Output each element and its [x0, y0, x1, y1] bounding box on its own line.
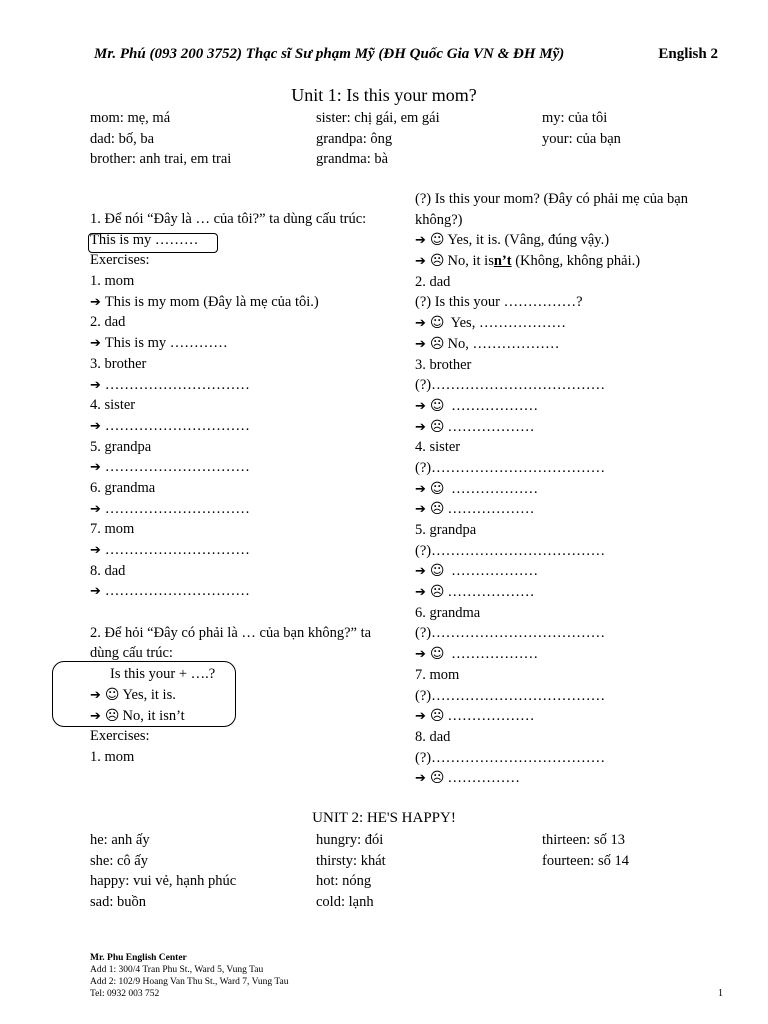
- right-arrow-icon: ➔: [90, 687, 101, 703]
- smiling-face-icon: ☺: [429, 563, 445, 580]
- smiling-face-icon: ☺: [104, 686, 120, 703]
- exercise-no-text: ………………: [447, 418, 535, 435]
- right-arrow-icon: ➔: [415, 564, 426, 580]
- telephone: Tel: 0932 003 752: [90, 989, 160, 999]
- frowning-face-icon: ☹: [429, 418, 445, 435]
- exercise-yes: [415, 479, 725, 500]
- vocab-entry: she: cô ấy: [90, 852, 148, 869]
- vocab-column-2: [316, 108, 440, 170]
- vocab-entry: dad: bố, ba: [90, 130, 155, 147]
- exercise-answer: [90, 540, 400, 561]
- exercise-yes: ➔ ☺ ………………: [415, 646, 539, 663]
- right-arrow-icon: ➔: [415, 771, 426, 787]
- exercise-answer-text: This is my …………: [104, 335, 228, 352]
- right-arrow-icon: ➔: [415, 398, 426, 414]
- section2-pattern-question: Is this your + ….?: [110, 666, 216, 683]
- vocab-entry: sad: buồn: [90, 893, 146, 910]
- unit2-title: UNIT 2: HE'S HAPPY!: [312, 810, 456, 826]
- right-arrow-icon: ➔: [415, 585, 426, 601]
- exercise-answer-text: …………………………: [104, 417, 250, 434]
- exercise-question: (?)………………………………: [415, 625, 606, 642]
- vocab-entry: hot: nóng: [316, 873, 372, 889]
- exercise-yes-text: ………………: [447, 563, 539, 580]
- vocab-entry: mom: mẹ, má: [90, 110, 171, 126]
- exercise-no-text: ………………: [447, 584, 535, 601]
- exercise-label: 2. dad: [415, 273, 451, 290]
- vocab-column-3: [542, 108, 621, 149]
- exercise-no: ➔ ☹ ……………: [415, 770, 521, 787]
- exercise-question: (?)………………………………: [415, 377, 606, 394]
- right-arrow-icon: ➔: [90, 501, 101, 517]
- exercise-answer-text: …………………………: [104, 500, 250, 517]
- exercise-label: 4. sister: [415, 439, 461, 456]
- exercise-answer: [90, 292, 400, 313]
- vocab-entry: grandpa: ông: [316, 130, 393, 147]
- right-arrow-icon: ➔: [90, 418, 101, 434]
- exercises-label: Exercises:: [90, 728, 150, 745]
- exercise-item: 3. brother: [90, 355, 147, 372]
- exercise-no: [415, 499, 725, 520]
- vocab-entry: grandma: bà: [316, 151, 389, 167]
- exercise-yes-text: ………………: [447, 397, 539, 414]
- frowning-face-icon: ☹: [429, 253, 445, 270]
- exercise-item: 5. grandpa: [90, 438, 152, 455]
- example-question: (?) Is this your mom? (Đây có phải mẹ của bạn không?): [415, 191, 688, 228]
- exercise-item: 6. grandma: [90, 479, 156, 496]
- exercise-no: [415, 582, 725, 603]
- exercise-answer: [90, 499, 400, 520]
- frowning-face-icon: ☹: [429, 501, 445, 518]
- vocab-column-1: [90, 108, 231, 170]
- right-column: [415, 189, 725, 789]
- section1-exercises: [90, 271, 400, 602]
- exercise-answer-text: …………………………: [104, 542, 250, 558]
- exercise-answer-text: …………………………: [104, 376, 250, 393]
- exercise-item: 2. dad: [90, 314, 126, 331]
- vocab-entry: hungry: đói: [316, 832, 384, 848]
- exercise-question: (?)………………………………: [415, 687, 606, 704]
- exercise-answer-text: This is my mom (Đây là mẹ của tôi.): [104, 293, 319, 310]
- smiling-face-icon: ☺: [429, 397, 445, 414]
- frowning-face-icon: ☹: [429, 770, 445, 787]
- exercise-question: (?) Is this your ……………?: [415, 294, 583, 311]
- exercise-label: 7. mom: [415, 666, 460, 683]
- exercise-label: 3. brother: [415, 356, 472, 373]
- exercise-question: (?)………………………………: [415, 749, 606, 766]
- exercise-answer: [90, 581, 400, 602]
- section1-pattern: This is my ………: [90, 231, 199, 248]
- smiling-face-icon: ☺: [429, 315, 445, 332]
- right-arrow-icon: ➔: [415, 709, 426, 725]
- section2-pattern-no: ➔ ☹ No, it isn’t: [90, 707, 185, 724]
- vocab-column-1: [90, 830, 236, 912]
- exercise-answer: [90, 457, 400, 478]
- exercises-label: Exercises:: [90, 252, 150, 269]
- exercise-yes-text: ………………: [447, 480, 539, 497]
- exercise-no: ➔ ☹ No, ………………: [415, 335, 560, 352]
- right-arrow-icon: ➔: [415, 419, 426, 435]
- right-arrow-icon: ➔: [415, 502, 426, 518]
- right-arrow-icon: ➔: [415, 481, 426, 497]
- exercise-answer: [90, 416, 400, 437]
- exercise-question: (?)………………………………: [415, 542, 606, 559]
- right-arrow-icon: ➔: [90, 584, 101, 600]
- exercise-item: 7. mom: [90, 521, 135, 538]
- address-1: Add 1: 300/4 Tran Phu St., Ward 5, Vung Tau: [90, 965, 264, 975]
- exercise-yes: [415, 561, 725, 582]
- vocab-entry: happy: vui vẻ, hạnh phúc: [90, 873, 237, 889]
- exercise-item: 1. mom: [90, 273, 135, 290]
- exercise-no: [415, 417, 725, 438]
- exercise-label: 6. grandma: [415, 604, 481, 621]
- right-arrow-icon: ➔: [415, 336, 426, 352]
- right-arrow-icon: ➔: [90, 460, 101, 476]
- course-label: English 2: [658, 46, 718, 62]
- exercise-answer-text: …………………………: [104, 459, 250, 476]
- right-arrow-icon: ➔: [415, 647, 426, 663]
- right-arrow-icon: ➔: [90, 336, 101, 352]
- right-arrow-icon: ➔: [90, 708, 101, 724]
- exercise-no: ➔ ☹ ………………: [415, 708, 535, 725]
- right-arrow-icon: ➔: [90, 543, 101, 558]
- exercise-answer: [90, 375, 400, 396]
- section2-intro: 2. Để hỏi “Đây có phải là … của bạn không?” ta dùng cấu trúc:: [90, 624, 372, 662]
- exercise-item: 4. sister: [90, 397, 136, 414]
- center-name: Mr. Phu English Center: [90, 953, 187, 963]
- smiling-face-icon: ☺: [429, 646, 445, 663]
- exercise-item: 1. mom: [90, 748, 135, 765]
- vocab-entry: fourteen: số 14: [542, 852, 629, 869]
- exercise-label: 5. grandpa: [415, 522, 477, 539]
- right-arrow-icon: ➔: [415, 254, 426, 270]
- example-yes: ➔ ☺ Yes, it is. (Vâng, đúng vậy.): [415, 232, 610, 249]
- example-no: ➔ ☹ No, it isn’t (Không, không phải.): [415, 253, 641, 270]
- section2-pattern-yes: ➔ ☺ Yes, it is.: [90, 686, 176, 703]
- frowning-face-icon: ☹: [429, 335, 445, 352]
- left-column: [90, 209, 400, 768]
- exercise-yes: ➔ ☺ Yes, ………………: [415, 315, 566, 332]
- exercise-no-text: ………………: [447, 501, 535, 518]
- vocab-entry: brother: anh trai, em trai: [90, 151, 232, 167]
- exercise-question: (?)………………………………: [415, 459, 606, 476]
- right-arrow-icon: ➔: [415, 316, 426, 332]
- page-header: [94, 46, 718, 68]
- teacher-info: Mr. Phú (093 200 3752) Thạc sĩ Sư phạm Mỹ (ĐH Quốc Gia VN & ĐH Mỹ): [94, 46, 565, 62]
- unit1-title: Unit 1: Is this your mom?: [291, 85, 477, 105]
- smiling-face-icon: ☺: [429, 480, 445, 497]
- smiling-face-icon: ☺: [429, 232, 445, 249]
- vocab-column-3: [542, 830, 629, 871]
- right-arrow-icon: ➔: [415, 233, 426, 249]
- vocab-column-2: [316, 830, 386, 912]
- section1-intro: 1. Để nói “Đây là … của tôi?” ta dùng cấu trúc:: [90, 211, 367, 227]
- frowning-face-icon: ☹: [429, 708, 445, 725]
- address-2: Add 2: 102/9 Hoang Van Thu St., Ward 7, Vung Tau: [90, 977, 289, 987]
- vocab-entry: your: của bạn: [542, 130, 621, 147]
- exercise-item: 8. dad: [90, 562, 126, 579]
- vocab-entry: thirsty: khát: [316, 852, 386, 869]
- page-number: 1: [718, 988, 723, 999]
- exercise-answer-text: …………………………: [104, 583, 250, 600]
- vocab-entry: my: của tôi: [542, 110, 608, 126]
- vocab-entry: sister: chị gái, em gái: [316, 110, 440, 126]
- vocab-entry: cold: lạnh: [316, 893, 374, 910]
- exercise-answer: [90, 333, 400, 354]
- vocab-entry: he: anh ấy: [90, 832, 150, 848]
- frowning-face-icon: ☹: [104, 707, 120, 724]
- page-footer: [90, 952, 288, 1000]
- right-arrow-icon: ➔: [90, 377, 101, 393]
- frowning-face-icon: ☹: [429, 584, 445, 601]
- vocab-entry: thirteen: số 13: [542, 832, 625, 848]
- exercise-label: 8. dad: [415, 728, 451, 745]
- right-exercises: [415, 355, 725, 603]
- exercise-yes: [415, 396, 725, 417]
- right-arrow-icon: ➔: [90, 294, 101, 310]
